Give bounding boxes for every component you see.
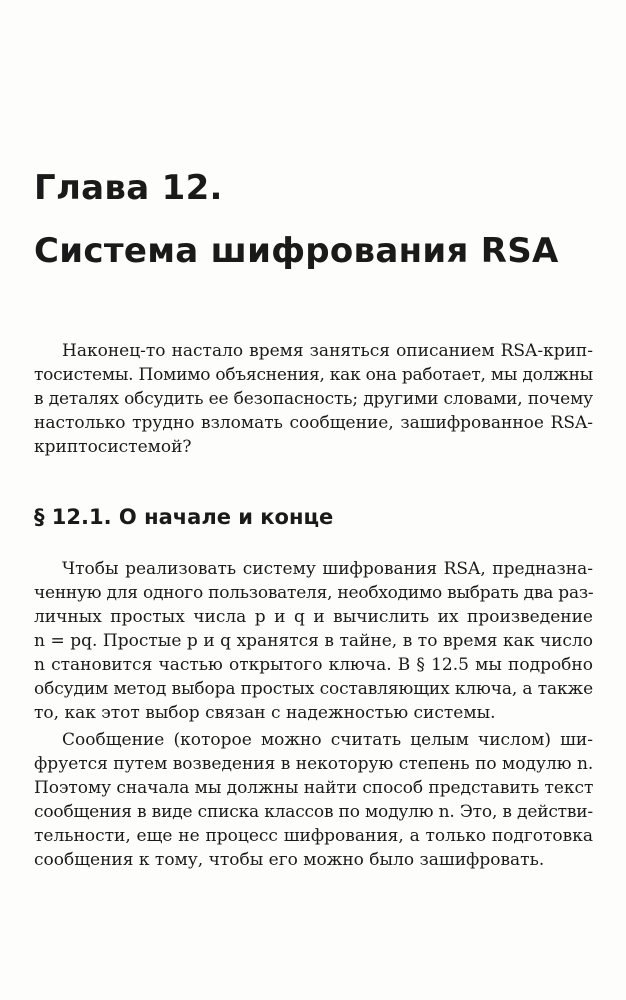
text-line: то, как этот выбор связан с надежностью системы. bbox=[34, 703, 496, 723]
intro-paragraph bbox=[34, 339, 593, 459]
section-heading: § 12.1. О начале и конце bbox=[34, 505, 334, 529]
text-line: n становится частью открытого ключа. В § 12.5 мы подробно bbox=[34, 655, 593, 675]
text-line: обсудим метод выбора простых составляющих ключа, а также bbox=[34, 679, 593, 699]
paragraph-2 bbox=[34, 728, 593, 872]
chapter-title: Система шифрования RSA bbox=[34, 231, 559, 271]
text-line: сообщения к тому, чтобы его можно было зашифровать. bbox=[34, 850, 545, 870]
text-line: n = pq. Простые p и q хранятся в тайне, в то время как число bbox=[34, 631, 593, 651]
text-line: Поэтому сначала мы должны найти способ представить текст bbox=[34, 778, 594, 798]
text-line: ченную для одного пользователя, необходимо выбрать два раз- bbox=[34, 583, 594, 603]
text-line: в деталях обсудить ее безопасность; другими словами, почему bbox=[34, 389, 593, 409]
text-line: тельности, еще не процесс шифрования, а только подготовка bbox=[34, 826, 593, 846]
text-line: Наконец-то настало время заняться описанием RSA-крип- bbox=[62, 341, 593, 361]
paragraph-1 bbox=[34, 557, 593, 725]
text-line: настолько трудно взломать сообщение, зашифрованное RSA- bbox=[34, 413, 593, 433]
text-line: Чтобы реализовать систему шифрования RSA, предназна- bbox=[62, 559, 593, 579]
text-line: фруется путем возведения в некоторую степень по модулю n. bbox=[34, 754, 594, 774]
text-line: криптосистемой? bbox=[34, 437, 192, 457]
text-line: личных простых числа p и q и вычислить их произведение bbox=[34, 607, 593, 627]
text-line: сообщения в виде списка классов по модулю n. Это, в действи- bbox=[34, 802, 593, 822]
text-line: тосистемы. Помимо объяснения, как она работает, мы должны bbox=[34, 365, 593, 385]
chapter-number: Глава 12. bbox=[34, 168, 223, 208]
text-line: Сообщение (которое можно считать целым числом) ши- bbox=[62, 730, 593, 750]
